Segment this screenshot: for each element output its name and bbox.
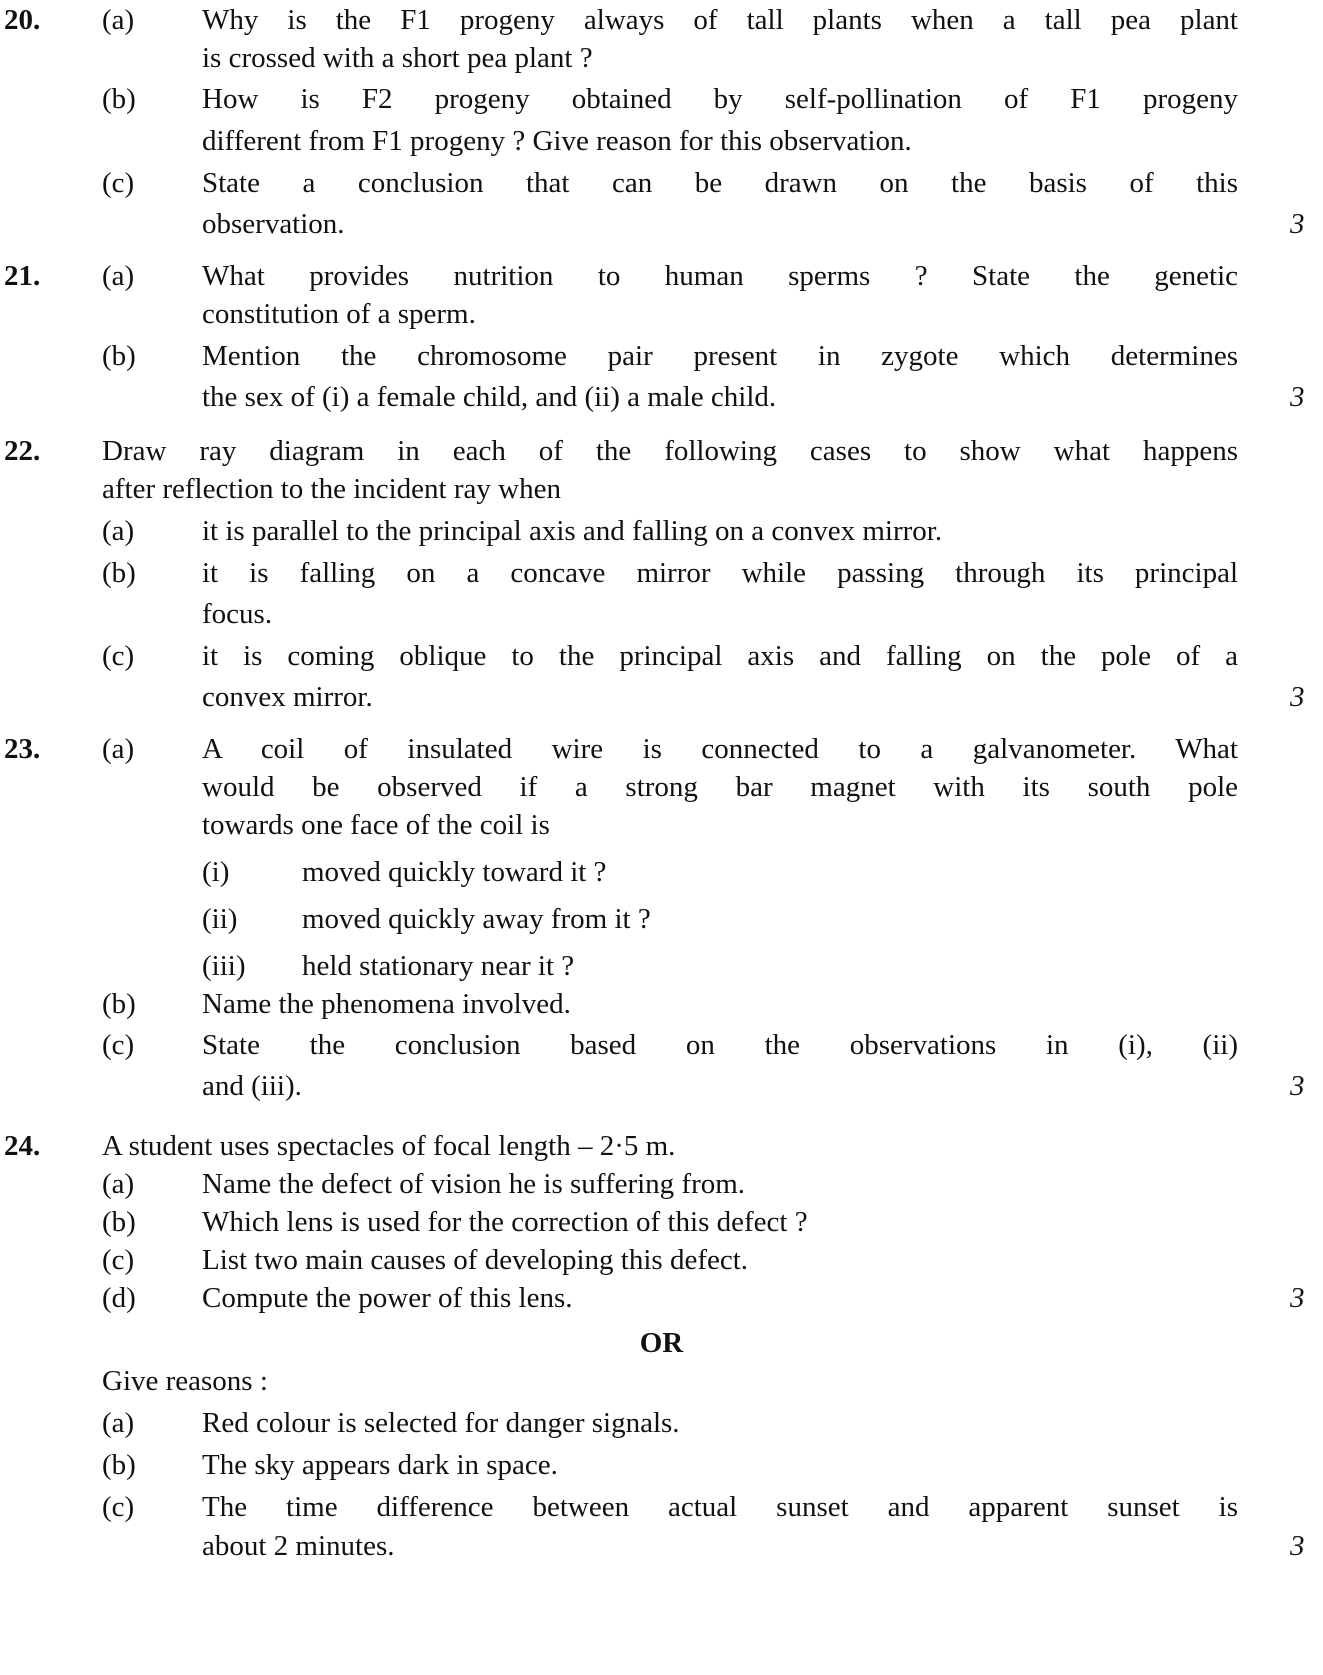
question-text: A coil of insulated wire is connected to a galvanometer. What [202,733,1238,765]
marks: 3 [1290,1282,1305,1314]
question-text: Name the defect of vision he is suffering from. [202,1168,746,1200]
marks: 3 [1290,681,1305,713]
subpart-label: (i) [202,856,230,888]
part-label: (b) [102,340,136,372]
question-text: Why is the F1 progeny always of tall plants when a tall pea plant [202,4,1238,36]
part-label: (b) [102,1206,136,1238]
question-text: held stationary near it ? [302,950,575,982]
question-text: observation. [202,208,345,240]
part-label: (b) [102,83,136,115]
question-text: Compute the power of this lens. [202,1282,573,1314]
question-number: 20. [4,4,41,36]
question-text: moved quickly away from it ? [302,903,651,935]
question-text: is crossed with a short pea plant ? [202,42,593,74]
question-text: moved quickly toward it ? [302,856,607,888]
marks: 3 [1290,1070,1305,1102]
or-divider: OR [639,1327,684,1359]
question-text: List two main causes of developing this defect. [202,1244,749,1276]
question-text: about 2 minutes. [202,1530,395,1562]
question-text: after reflection to the incident ray when [102,473,561,505]
question-text: Red colour is selected for danger signals. [202,1407,680,1439]
question-text: and (iii). [202,1070,302,1102]
part-label: (b) [102,557,136,589]
question-text: the sex of (i) a female child, and (ii) a male child. [202,381,777,413]
part-label: (c) [102,1491,135,1523]
part-label: (a) [102,1168,135,1200]
question-text: What provides nutrition to human sperms ? State the genetic [202,260,1238,292]
question-text: How is F2 progeny obtained by self-pollination of F1 progeny [202,83,1238,115]
question-text: it is coming oblique to the principal axis and falling on the pole of a [202,640,1238,672]
question-text: Which lens is used for the correction of this defect ? [202,1206,808,1238]
part-label: (a) [102,515,135,547]
question-text: focus. [202,598,273,630]
question-text: The time difference between actual sunset and apparent sunset is [202,1491,1238,1523]
question-number: 24. [4,1130,41,1162]
question-text: The sky appears dark in space. [202,1449,558,1481]
question-text: it is parallel to the principal axis and falling on a convex mirror. [202,515,943,547]
marks: 3 [1290,1530,1305,1562]
question-text: would be observed if a strong bar magnet with its south pole [202,771,1238,803]
marks: 3 [1290,208,1305,240]
part-label: (b) [102,1449,136,1481]
part-label: (a) [102,733,135,765]
question-text: Give reasons : [102,1365,268,1397]
question-text: Mention the chromosome pair present in zygote which determines [202,340,1238,372]
question-text: State a conclusion that can be drawn on the basis of this [202,167,1238,199]
question-text: towards one face of the coil is [202,809,550,841]
subpart-label: (iii) [202,950,246,982]
part-label: (b) [102,988,136,1020]
question-text: Draw ray diagram in each of the following cases to show what happens [102,435,1238,467]
part-label: (c) [102,167,135,199]
part-label: (c) [102,640,135,672]
part-label: (a) [102,4,135,36]
question-number: 22. [4,435,41,467]
part-label: (c) [102,1029,135,1061]
question-text: State the conclusion based on the observations in (i), (ii) [202,1029,1238,1061]
part-label: (a) [102,260,135,292]
question-text: constitution of a sperm. [202,298,476,330]
part-label: (a) [102,1407,135,1439]
question-number: 21. [4,260,41,292]
question-text: A student uses spectacles of focal length – 2·5 m. [102,1130,676,1162]
part-label: (d) [102,1282,136,1314]
subpart-label: (ii) [202,903,238,935]
question-text: different from F1 progeny ? Give reason for this observation. [202,125,912,157]
part-label: (c) [102,1244,135,1276]
question-text: Name the phenomena involved. [202,988,571,1020]
question-text: convex mirror. [202,681,373,713]
question-number: 23. [4,733,41,765]
question-text: it is falling on a concave mirror while passing through its principal [202,557,1238,589]
marks: 3 [1290,381,1305,413]
